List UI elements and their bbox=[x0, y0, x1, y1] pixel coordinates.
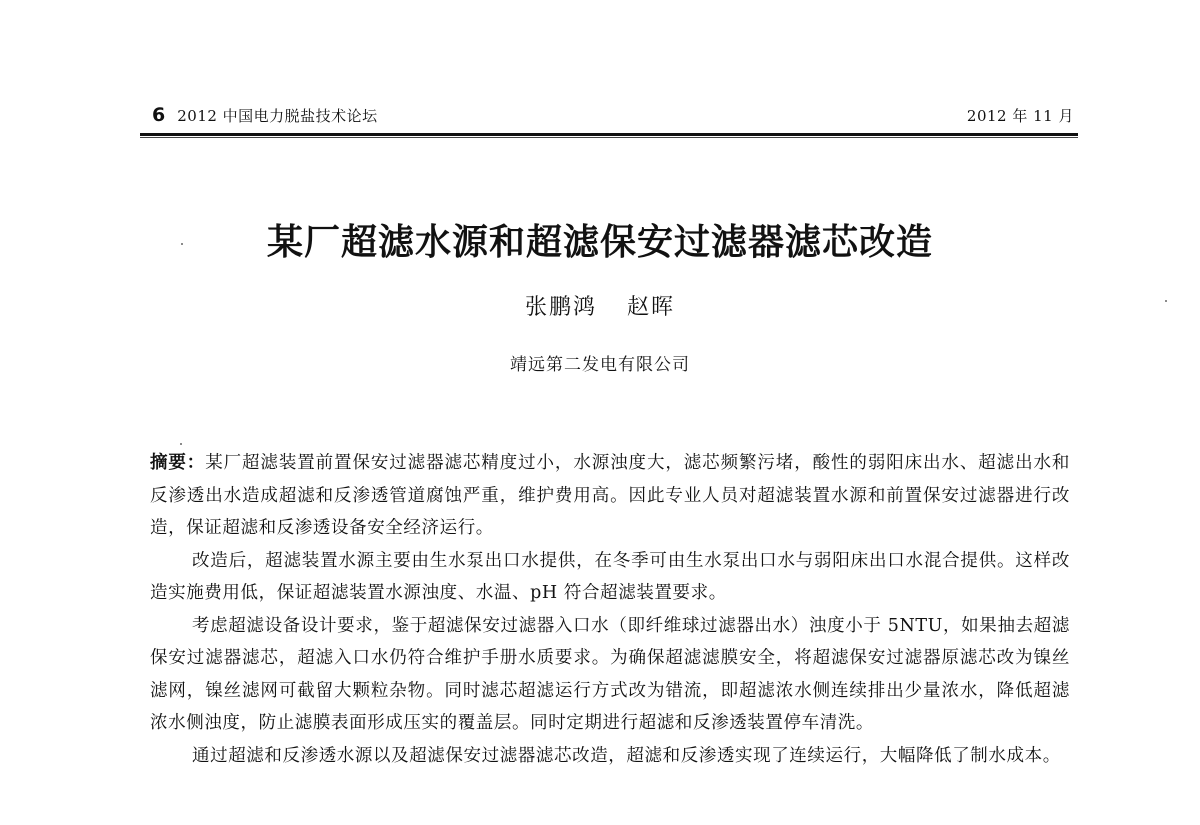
author-name: 张鹏鸿 bbox=[524, 295, 597, 320]
article-title: 某厂超滤水源和超滤保安过滤器滤芯改造 bbox=[266, 222, 933, 263]
issue-date: 2012 年 11 月 bbox=[966, 107, 1074, 125]
running-header bbox=[152, 104, 1074, 130]
header-rule-thin bbox=[140, 137, 1078, 138]
abstract-label: 摘要： bbox=[150, 453, 206, 473]
abstract-paragraph: 考虑超滤设备设计要求，鉴于超滤保安过滤器入口水（即纤维球过滤器出水）浊度小于 5NTU，如果抽去超滤保安过滤器滤芯，超滤入口水仍符合维护手册水质要求。为确保超滤滤膜安全，将超滤保安过滤器原滤芯改为镍丝滤网，镍丝滤网可截留大颗粒杂物。同时滤芯超滤运行方式改为错流，即超滤浓水侧连续排出少量浓水，降低超滤浓水侧浊度，防止滤膜表面形成压实的覆盖层。同时定期进行超滤和反渗透装置停车清洗。 bbox=[150, 615, 1070, 733]
abstract-paragraph bbox=[150, 447, 1070, 545]
scan-speck bbox=[180, 443, 182, 445]
header-rule-thick bbox=[140, 133, 1078, 136]
abstract-paragraph: 通过超滤和反渗透水源以及超滤保安过滤器滤芯改造，超滤和反渗透实现了连续运行，大幅降低了制水成本。 bbox=[192, 745, 1061, 766]
author-affiliation: 靖远第二发电有限公司 bbox=[510, 355, 690, 375]
author-list bbox=[0, 290, 1200, 321]
author-name: 赵晖 bbox=[627, 295, 676, 320]
page-number: 6 bbox=[152, 104, 166, 126]
abstract-section bbox=[150, 447, 1070, 772]
journal-name: 2012 中国电力脱盐技术论坛 bbox=[177, 107, 378, 125]
abstract-paragraph: 改造后，超滤装置水源主要由生水泵出口水提供，在冬季可由生水泵出口水与弱阳床出口水混合提供。这样改造实施费用低，保证超滤装置水源浊度、水温、pH 符合超滤装置要求。 bbox=[150, 550, 1070, 603]
header-left bbox=[152, 104, 378, 126]
abstract-text: 某厂超滤装置前置保安过滤器滤芯精度过小，水源浊度大，滤芯频繁污堵，酸性的弱阳床出水、超滤出水和反渗透出水造成超滤和反渗透管道腐蚀严重，维护费用高。因此专业人员对超滤装置水源和前置保安过滤器进行改造，保证超滤和反渗透设备安全经济运行。 bbox=[150, 453, 1070, 538]
